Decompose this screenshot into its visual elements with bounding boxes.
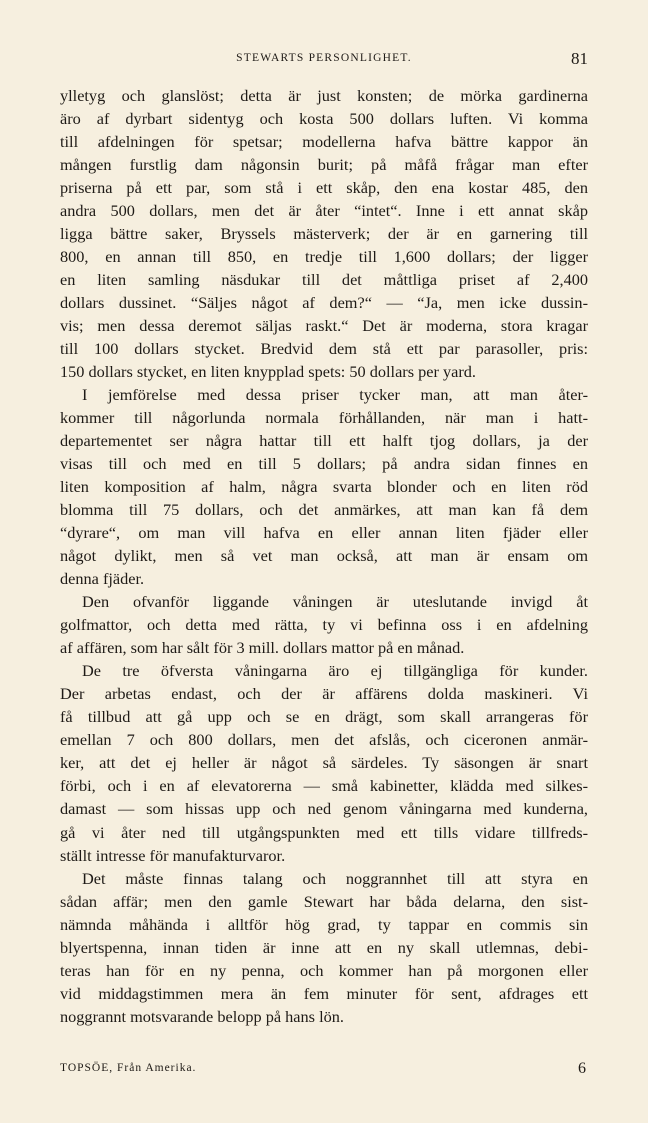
running-title: STEWARTS PERSONLIGHET. — [236, 52, 412, 64]
page-number: 81 — [571, 49, 588, 68]
text-line: blomma till 75 dollars, och det anmärkes, att man kan få dem — [60, 500, 588, 520]
text-line: “dyrare“, om man vill hafva en eller annan liten fjäder eller — [60, 523, 588, 543]
text-line: få tillbud att gå upp och se en drägt, som skall arrangeras för — [60, 707, 588, 727]
text-line: 150 dollars stycket, en liten knypplad spets: 50 dollars per yard. — [60, 362, 476, 382]
text-line: sådan affär; men den gamle Stewart har båda delarna, den sist- — [60, 891, 588, 911]
text-line: liten komposition af halm, några svarta blonder och en liten röd — [60, 477, 588, 497]
text-line: De tre öfversta våningarna äro ej tillgängliga för kunder. — [82, 661, 588, 681]
text-line: damast — som hissas upp och ned genom våningarna med kunderna, — [60, 799, 588, 819]
text-line: noggrannt motsvarande belopp på hans lön. — [60, 1006, 344, 1026]
body-text — [60, 84, 588, 1028]
text-line: ylletyg och glanslöst; detta är just konsten; de mörka gardinerna — [60, 86, 588, 105]
text-line: vis; men dessa deremot säljas raskt.“ Det är moderna, stora kragar — [60, 316, 588, 336]
text-line: teras han för en ny penna, och kommer han på morgonen eller — [60, 960, 588, 980]
text-line: I jemförelse med dessa priser tycker man, att man åter- — [82, 385, 588, 405]
text-line: förbi, och i en af elevatorerna — små kabinetter, klädda med silkes- — [60, 776, 588, 796]
text-line: ligga bättre saker, Bryssels mästerverk; der är en garnering till — [60, 224, 588, 244]
text-line: en liten samling näsdukar till det måttliga priset af 2,400 — [60, 270, 588, 290]
text-line: visas till och med en till 5 dollars; på andra sidan finnes en — [60, 454, 588, 474]
text-line: Det måste finnas talang och noggrannhet till att styra en — [82, 868, 588, 888]
text-line: emellan 7 och 800 dollars, men det afslås, och ciceronen anmär- — [60, 730, 588, 750]
text-line: nämnda måhända i alltför hög grad, ty tappar en commis sin — [60, 914, 588, 934]
text-line: ker, att det ej heller är något så särdeles. Ty säsongen är snart — [60, 753, 588, 773]
text-line: till 100 dollars stycket. Bredvid dem stå ett par parasoller, pris: — [60, 339, 588, 359]
text-line: Der arbetas endast, och der är affärens dolda maskineri. Vi — [60, 684, 588, 704]
page-footer — [60, 1062, 588, 1084]
text-line: 800, en annan till 850, en tredje till 1,600 dollars; der ligger — [60, 247, 588, 267]
text-line: vid middagstimmen mera än fem minuter för sent, afdrages ett — [60, 983, 588, 1003]
text-line: dollars dussinet. “Säljes något af dem?“ — “Ja, men icke dussin- — [60, 293, 588, 313]
text-line: ställt intresse för manufakturvaror. — [60, 845, 286, 865]
text-line: af affären, som har sålt för 3 mill. dollars mattor på en månad. — [60, 638, 465, 658]
text-line: golfmattor, och detta med rätta, ty vi befinna oss i en afdelning — [60, 615, 588, 635]
text-line: något dylikt, men så vet man också, att man är ensam om — [60, 546, 588, 566]
text-line: denna fjäder. — [60, 569, 145, 589]
text-line: gå vi åter ned till utgångspunkten med ett tills vidare tillfreds- — [60, 822, 588, 842]
running-head — [60, 49, 588, 71]
text-line: kommer till någorlunda normala förhållanden, när man i hatt- — [60, 408, 588, 428]
text-line: mången furstlig dam någonsin burit; på måfå frågar man efter — [60, 155, 588, 175]
signature-mark: 6 — [578, 1060, 586, 1077]
text-line: till afdelningen för spetsar; modellerna hafva bättre kappor än — [60, 132, 588, 152]
text-line: andra 500 dollars, men det är åter “intet“. Inne i ett annat skåp — [60, 201, 588, 221]
text-line: priserna på ett par, som stå i ett skåp, den ena kostar 485, den — [60, 178, 588, 198]
text-line: blyertspenna, innan tiden är inne att en ny skall utlemnas, debi- — [60, 937, 588, 957]
text-line: äro af dyrbart sidentyg och kosta 500 dollars luften. Vi komma — [60, 109, 588, 129]
text-line: Den ofvanför liggande våningen är uteslutande invigd åt — [82, 592, 588, 612]
text-line: departementet ser några hattar till ett halft tjog dollars, ja der — [60, 431, 588, 451]
printer-signature: TOPSÖE, Från Amerika. — [60, 1062, 197, 1074]
